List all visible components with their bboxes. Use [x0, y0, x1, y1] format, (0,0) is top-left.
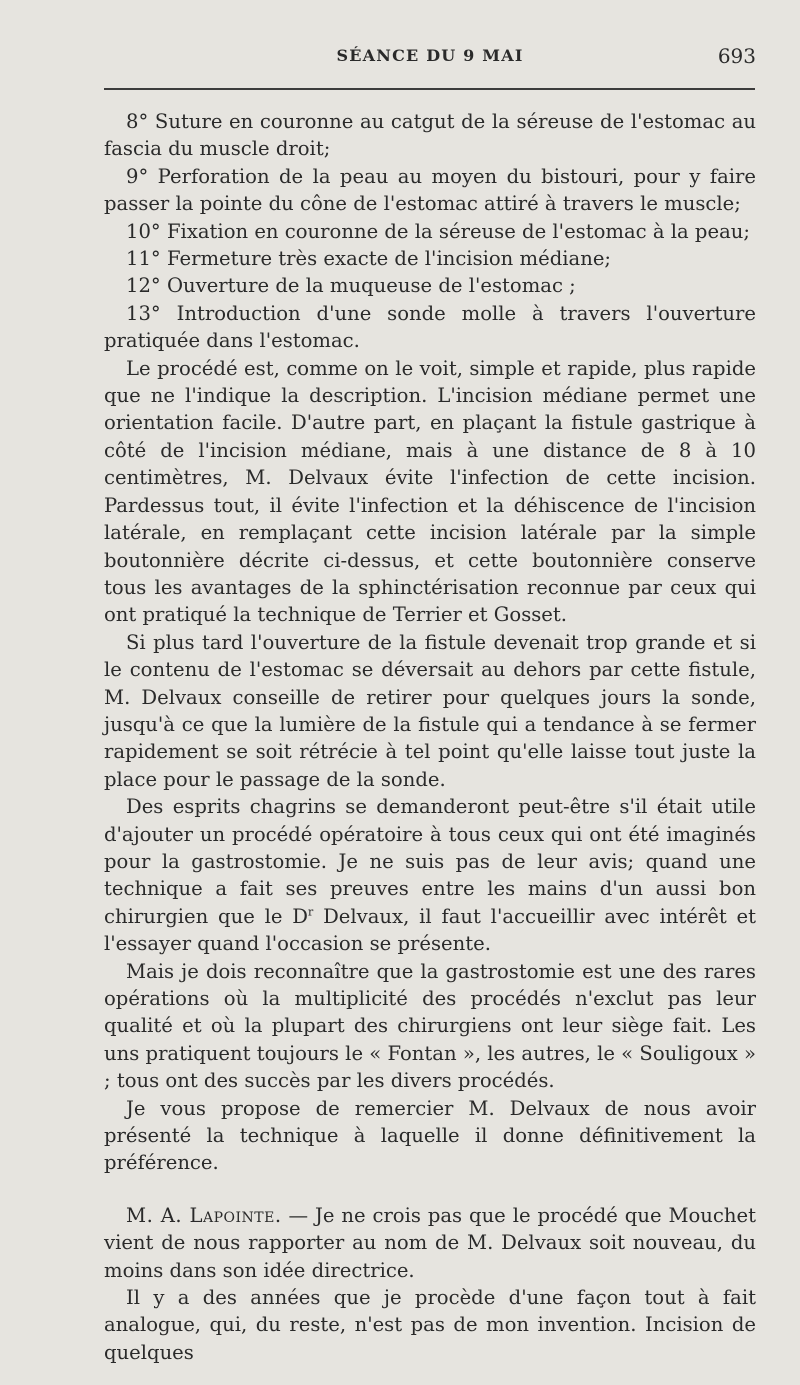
paragraph: Mais je dois reconnaître que la gastrostomie est une des rares opérations où la multiplicité des procédés n'exclut pas leur qualité et où la plupart des chirurgiens ont leur siège fait. Les uns pratiquent toujours le « Fontan », les autres, le « Souligoux » ; tous ont des succès par les divers procédés.: [104, 959, 756, 1093]
paragraph-text: Delvaux, il faut l'accueillir avec intérêt et l'essayer quand l'occasion se présente.: [104, 904, 757, 956]
superscript: r: [308, 905, 314, 919]
paragraph: [104, 793, 756, 957]
body-text: [104, 108, 756, 1366]
paragraph: [104, 1202, 756, 1284]
paragraph: 10° Fixation en couronne de la séreuse de l'estomac à la peau;: [126, 219, 750, 243]
page-header: [104, 44, 756, 74]
running-title: SÉANCE DU 9 MAI: [336, 46, 524, 65]
paragraph: Le procédé est, comme on le voit, simple et rapide, plus rapide que ne l'indique la description. L'incision médiane permet une orientation facile. D'autre part, en plaçant la fistule gastrique à côté de l'incision médiane, mais à une distance de 8 à 10 centimètres, M. Delvaux évite l'infection de cette incision. Pardessus tout, il évite l'infection et la déhiscence de l'incision latérale, en remplaçant cette incision latérale par la simple boutonnière décrite ci-dessus, et cette boutonnière conserve tous les avantages de la sphinctérisation reconnue par ceux qui ont pratiqué la technique de Terrier et Gosset.: [104, 356, 756, 627]
speaker-name: M. A. Lapointe.: [126, 1203, 282, 1227]
paragraph-text: Des esprits chagrins se demanderont peut-être s'il était utile d'ajouter un procédé opératoire à tous ceux qui ont été imaginés pour la gastrostomie. Je ne suis pas de leur avis; quand une technique a fait ses preuves entre les mains d'un aussi bon chirurgien que le D: [104, 795, 756, 928]
paragraph: Je vous propose de remercier M. Delvaux de nous avoir présenté la technique à laquelle il donne définitivement la préférence.: [104, 1096, 756, 1175]
header-rule: [104, 88, 755, 90]
paragraph-text: — Je ne crois pas que le procédé que Mouchet vient de nous rapporter au nom de M. Delvaux soit nouveau, du moins dans son idée directrice.: [104, 1203, 756, 1282]
paragraph: 8° Suture en couronne au catgut de la séreuse de l'estomac au fascia du muscle droit;: [104, 110, 756, 161]
page-number: 693: [717, 44, 756, 68]
paragraph: 13° Introduction d'une sonde molle à travers l'ouverture pratiquée dans l'estomac.: [104, 301, 756, 353]
paragraph: Si plus tard l'ouverture de la fistule devenait trop grande et si le contenu de l'estomac se déversait au dehors par cette fistule, M. Delvaux conseille de retirer pour quelques jours la sonde, jusqu'à ce que la lumière de la fistule qui a tendance à se fermer rapidement se soit rétrécie à tel point qu'elle laisse tout juste la place pour le passage de la sonde.: [104, 630, 756, 791]
paragraph: 12° Ouverture de la muqueuse de l'estomac ;: [126, 274, 576, 298]
paragraph: 9° Perforation de la peau au moyen du bistouri, pour y faire passer la pointe du cône de l'estomac attiré à travers le muscle;: [104, 164, 756, 216]
paragraph: Il y a des années que je procède d'une façon tout à fait analogue, qui, du reste, n'est pas de mon invention. Incision de quelques: [104, 1286, 756, 1364]
paragraph: 11° Fermeture très exacte de l'incision médiane;: [126, 247, 612, 271]
